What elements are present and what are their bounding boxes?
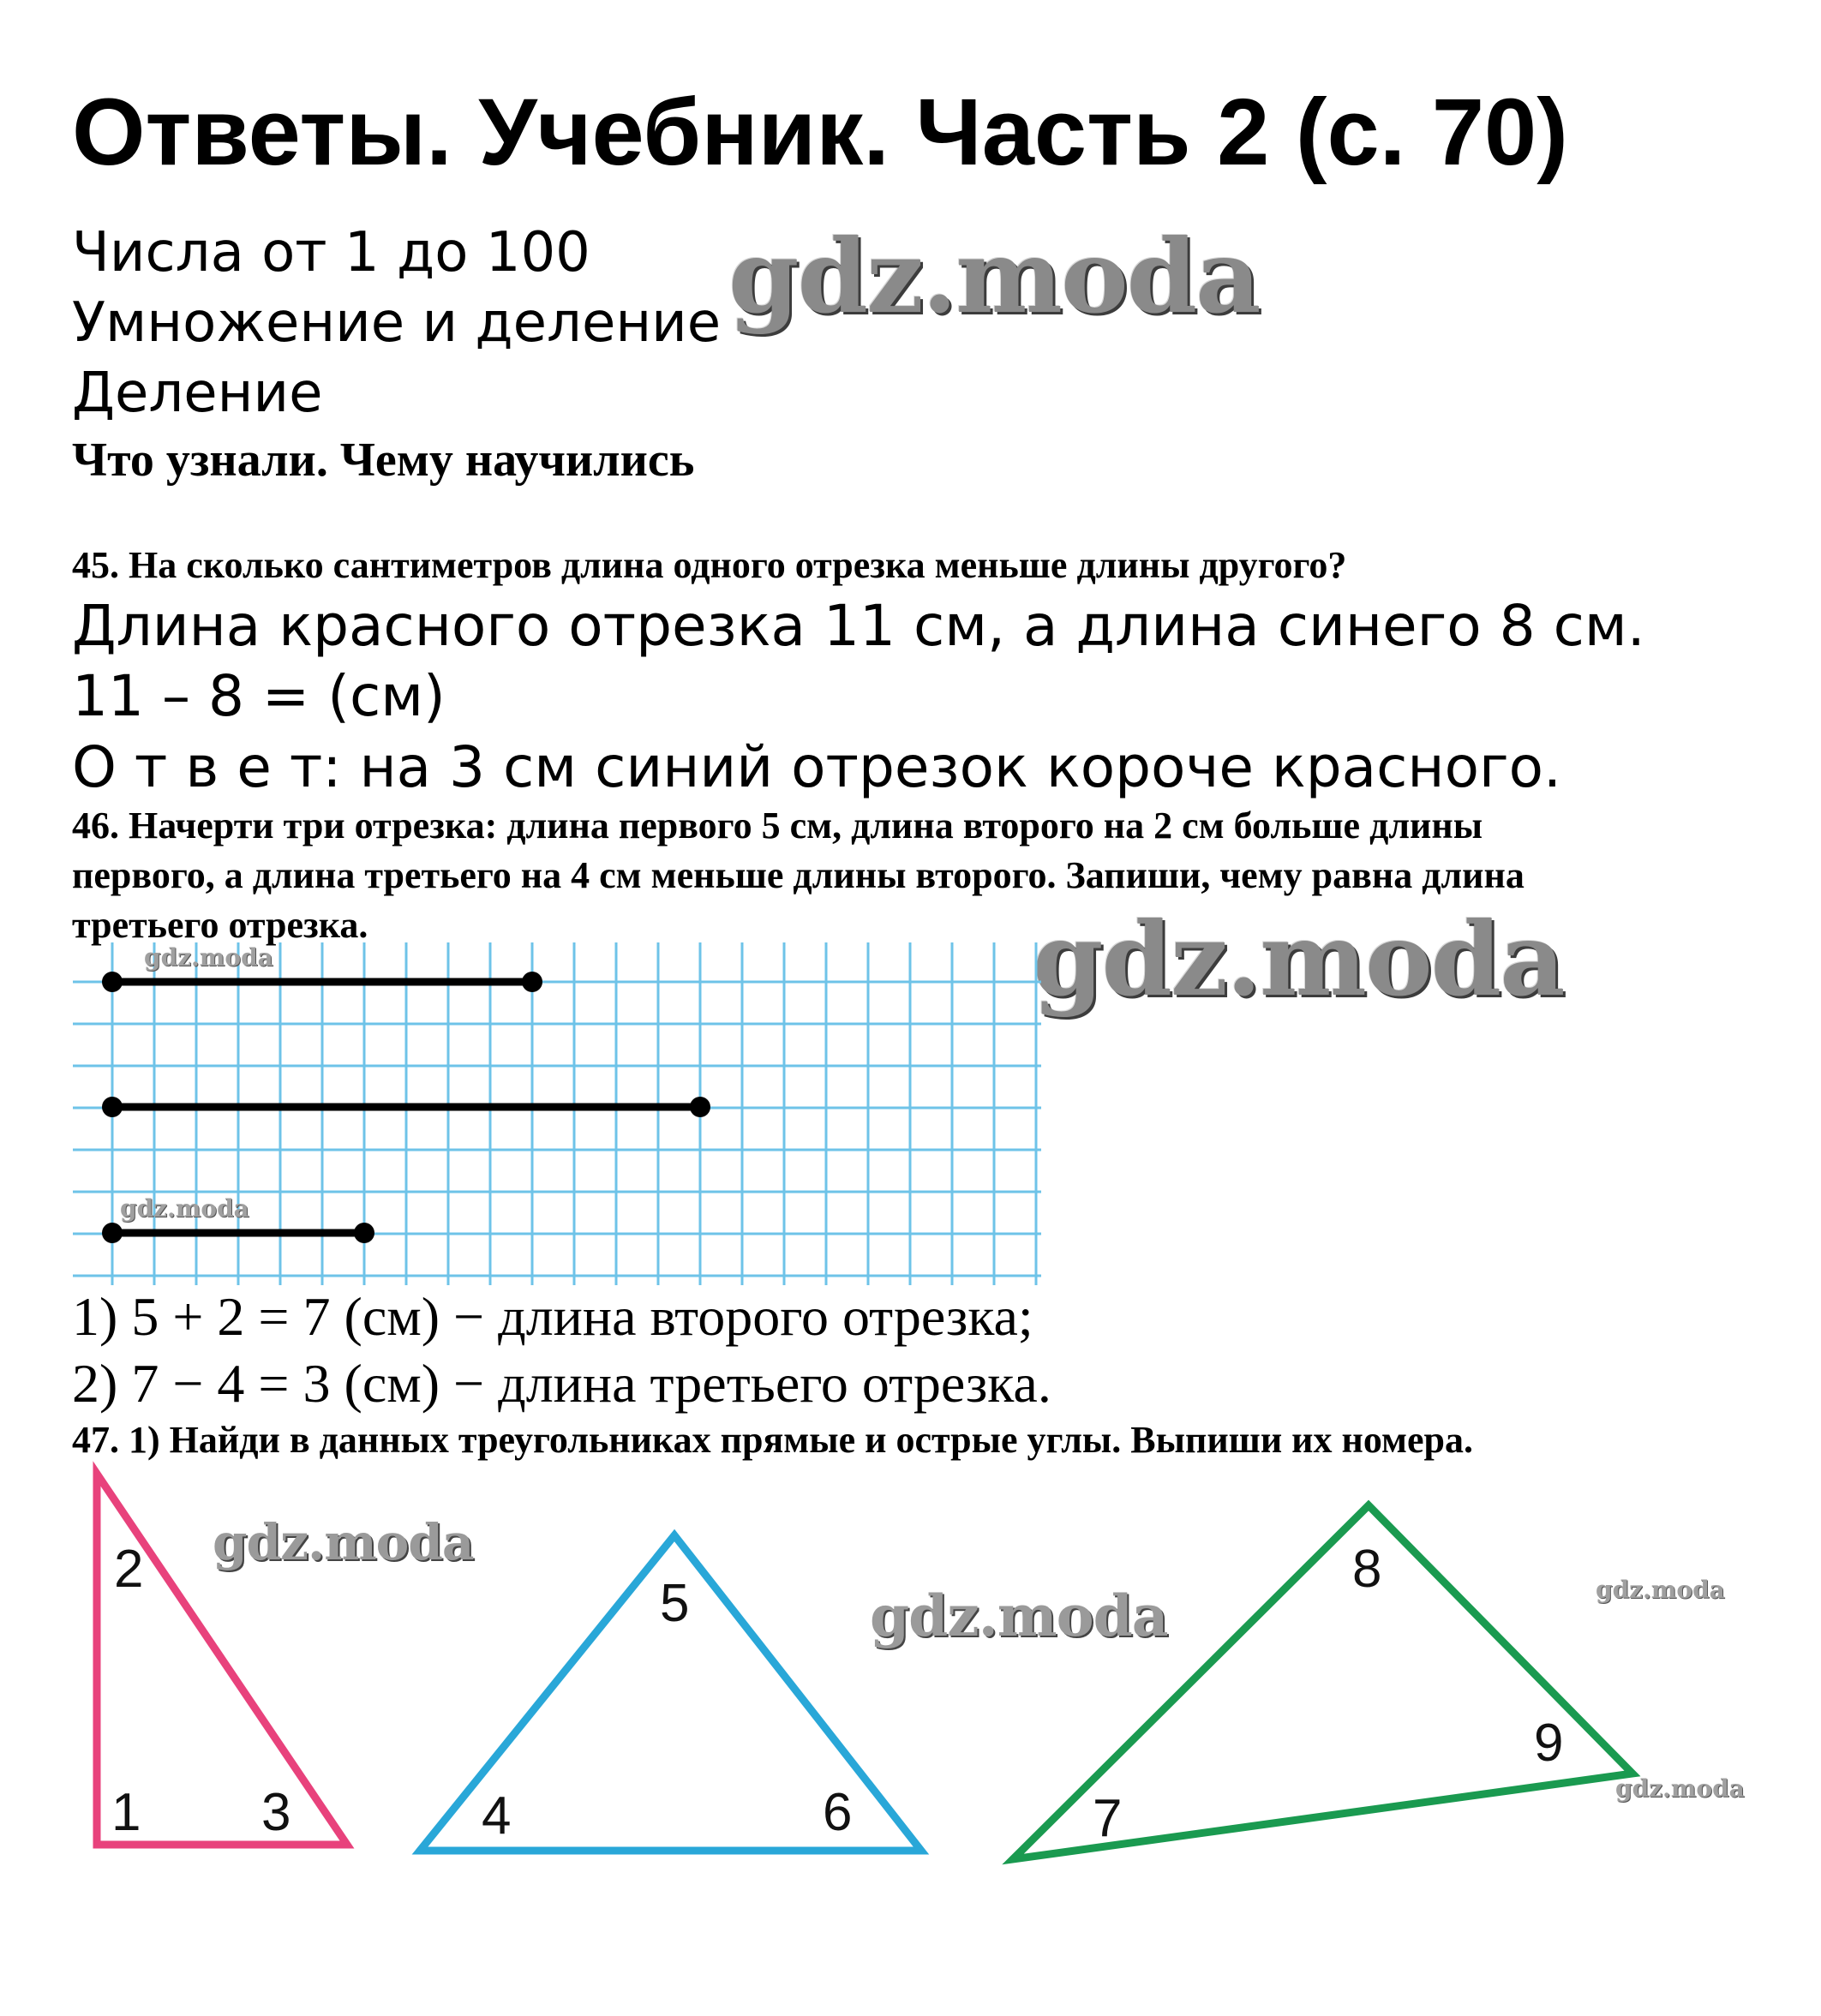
watermark: gdz.moda	[1033, 900, 1564, 1019]
task46-question-line1: 46. Начерти три отрезка: длина первого 5 см, длина второго на 2 см больше длины	[72, 805, 1483, 846]
task46-question-line3: третьего отрезка.	[72, 904, 368, 946]
watermark: gdz.moda	[1596, 1576, 1725, 1604]
page-title: Ответы. Учебник. Часть 2 (с. 70)	[72, 80, 1568, 185]
topic-line: Деление	[72, 362, 323, 425]
task45-question: 45. На сколько сантиметров длина одного отрезка меньше длины другого?	[72, 544, 1347, 586]
task45-line2: 11 – 8 = (см)	[72, 663, 446, 729]
section-heading: Что узнали. Чему научились	[72, 434, 695, 487]
watermark: gdz.moda	[144, 943, 273, 972]
angle-label-1: 1	[111, 1783, 141, 1842]
angle-label-4: 4	[482, 1786, 512, 1846]
watermark: gdz.moda	[1615, 1774, 1745, 1803]
angle-label-8: 8	[1352, 1540, 1382, 1599]
task45-line1: Длина красного отрезка 11 см, а длина синего 8 см.	[72, 593, 1645, 659]
task45-answer: О т в е т: на 3 см синий отрезок короче красного.	[72, 734, 1561, 800]
segment-2-start-point	[102, 1097, 123, 1117]
segment-1-start-point	[102, 972, 123, 992]
watermark: gdz.moda	[728, 217, 1260, 336]
task46-question-line2: первого, а длина третьего на 4 см меньше длины второго. Запиши, чему равна длина	[72, 854, 1524, 896]
task47-question: 47. 1) Найди в данных треугольниках прямые и острые углы. Выпиши их номера.	[72, 1419, 1474, 1461]
task46-step2: 2) 7 − 4 = 3 (см) − длина третьего отрезка.	[72, 1353, 1051, 1414]
segment-3-end-point	[354, 1223, 374, 1243]
watermark: gdz.moda	[120, 1194, 249, 1223]
angle-label-7: 7	[1093, 1789, 1123, 1848]
segment-2-end-point	[690, 1097, 710, 1117]
segment-3-start-point	[102, 1223, 123, 1243]
task46-step1: 1) 5 + 2 = 7 (см) − длина второго отрезка;	[72, 1286, 1033, 1347]
angle-label-3: 3	[261, 1783, 291, 1842]
segment-1-end-point	[522, 972, 542, 992]
angle-label-9: 9	[1534, 1714, 1564, 1773]
watermark: gdz.moda	[870, 1582, 1168, 1649]
watermark: gdz.moda	[213, 1513, 474, 1571]
subject-line: Числа от 1 до 100	[72, 221, 590, 284]
chapter-line: Умножение и деление	[72, 291, 722, 355]
segment-grid	[73, 942, 1041, 1285]
angle-label-6: 6	[823, 1783, 853, 1842]
angle-label-2: 2	[114, 1540, 144, 1599]
angle-label-5: 5	[660, 1574, 690, 1633]
